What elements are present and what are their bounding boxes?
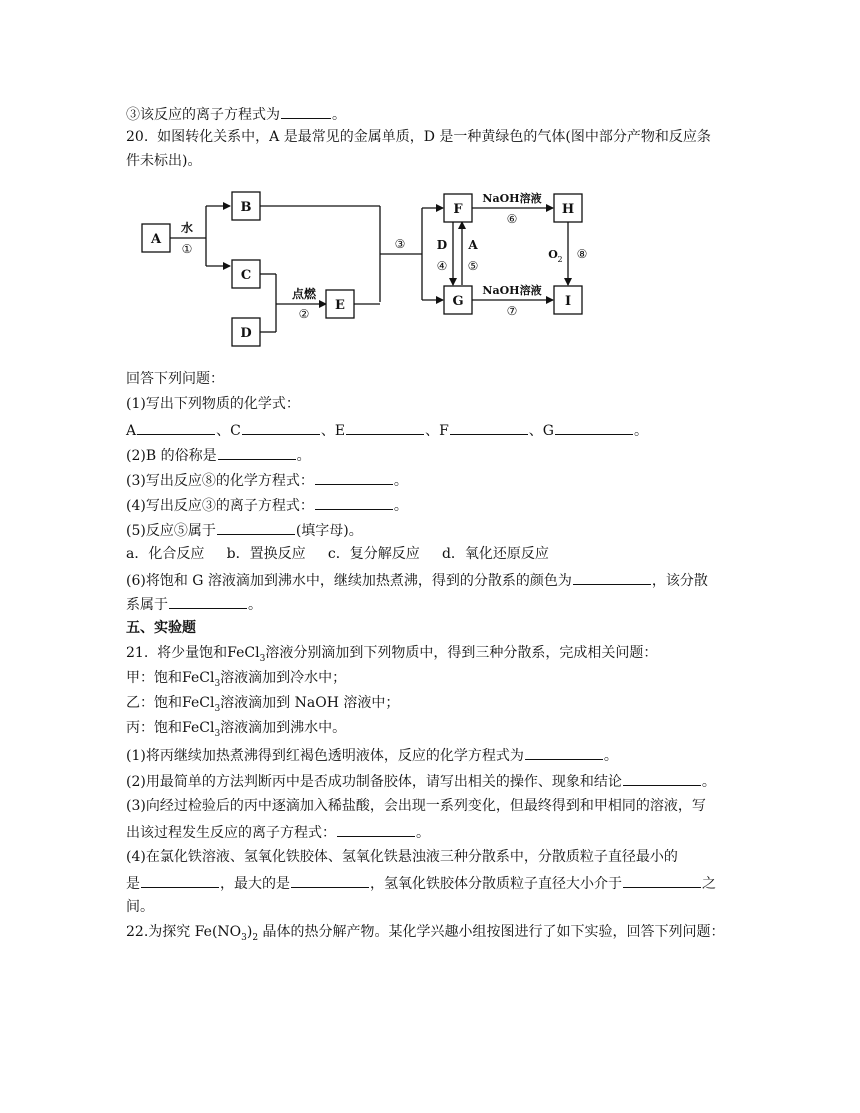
label-E: 、E (320, 423, 346, 439)
answer-intro (126, 370, 224, 388)
q19-tail-line (126, 104, 346, 124)
period: 。 (248, 597, 262, 613)
question-number: 20. (126, 129, 149, 145)
label-ignite: 点燃 (291, 287, 317, 301)
q21-part1-text: (1)将丙继续加热煮沸得到红褐色透明液体，反应的化学方程式为 (126, 748, 524, 764)
box-E: E (335, 298, 345, 313)
label-step1: ① (181, 242, 193, 256)
period: 。 (393, 498, 408, 514)
q20-line1 (126, 128, 711, 146)
q21-bing (126, 719, 346, 743)
q20-part2 (126, 445, 311, 465)
fecl3-sub: 3 (259, 653, 266, 664)
q20-part3 (126, 470, 408, 490)
q21-part1 (126, 745, 618, 765)
q22-c: 晶体的热分解产物。某化学兴趣小组按图进行了如下实验，回答下列问题： (258, 924, 725, 940)
fecl3-sub: 3 (214, 728, 221, 739)
bing-a: 丙：饱和 (126, 720, 182, 736)
blank-G[interactable] (555, 420, 633, 435)
q21-intro (126, 644, 657, 668)
q22-sub2: 2 (252, 932, 259, 943)
answer-blank[interactable] (315, 470, 393, 485)
q20-part1-blanks (126, 420, 648, 440)
label-F: 、F (425, 423, 449, 439)
box-D: D (240, 326, 252, 341)
label-fg-D: D (436, 238, 448, 252)
reaction-flow-diagram (140, 186, 600, 358)
question-number: 22. (126, 924, 149, 940)
blank-E[interactable] (346, 420, 424, 435)
q22-a: 为探究 Fe(NO (148, 924, 242, 940)
period: 。 (332, 107, 346, 123)
section-heading (126, 619, 196, 637)
section-title: 五、实验题 (126, 620, 196, 636)
q20-part1-text: (1)写出下列物质的化学式： (126, 396, 300, 412)
fecl3: FeCl (182, 670, 215, 686)
q21-intro-a: 将少量饱和 (157, 645, 228, 661)
label-step2: ② (298, 307, 310, 321)
period: 。 (296, 448, 311, 464)
q22-line (126, 923, 725, 947)
answer-blank[interactable] (169, 594, 247, 609)
yi-a: 乙：饱和 (126, 695, 182, 711)
answer-blank[interactable] (281, 104, 331, 119)
q20-stem-1: 如图转化关系中，A 是最常见的金属单质，D 是一种黄绿色的气体(图中部分产物和反应条 (157, 129, 711, 145)
box-B: B (240, 200, 252, 215)
yi-b: 溶液滴加到 NaOH 溶液中； (220, 695, 400, 711)
q20-part5-text: (5)反应⑤属于 (126, 523, 216, 539)
q20-part6-cont: ，该分散 (651, 573, 708, 589)
q20-part4 (126, 495, 408, 515)
label-naoh-top: NaOH溶液 (482, 192, 542, 205)
q20-part4-text: (4)写出反应③的离子方程式： (126, 498, 314, 514)
q21-part2 (126, 771, 716, 791)
answer-blank[interactable] (573, 570, 651, 585)
q22-b: ) (246, 924, 253, 940)
label-step5: ⑤ (467, 259, 479, 273)
label-step7: ⑦ (506, 304, 518, 318)
answer-blank[interactable] (218, 445, 296, 460)
label-fg-A: A (468, 238, 478, 252)
option-c: c．复分解反应 (327, 546, 420, 562)
blank-C[interactable] (242, 420, 320, 435)
blank-F[interactable] (450, 420, 528, 435)
answer-blank[interactable] (291, 873, 369, 888)
fecl3-sub: 3 (214, 678, 221, 689)
period: 。 (633, 423, 648, 439)
label-G: 、G (528, 423, 554, 439)
answer-intro-text: 回答下列问题： (126, 371, 224, 387)
q21-part4-c: ，氢氧化铁胶体分散质粒子直径大小介于 (370, 876, 622, 892)
question-number: 21. (126, 645, 149, 661)
label-step3: ③ (394, 237, 406, 251)
label-step6: ⑥ (506, 212, 518, 226)
q21-part4-l3 (126, 898, 154, 916)
q21-yi (126, 694, 399, 718)
q20-part2-text: (2)B 的俗称是 (126, 448, 217, 464)
q21-part4-l2 (126, 873, 716, 893)
q20-part1 (126, 395, 300, 413)
label-o2-sub: 2 (557, 255, 563, 264)
jia-a: 甲：饱和 (126, 670, 182, 686)
q19-circle-num: ③ (126, 107, 140, 123)
q22-sub: 3 (241, 932, 247, 943)
q21-part4-l1 (126, 848, 678, 866)
answer-blank[interactable] (623, 771, 701, 786)
q21-part2-text: (2)用最简单的方法判断丙中是否成功制备胶体，请写出相关的操作、现象和结论 (126, 774, 622, 790)
answer-blank[interactable] (337, 822, 415, 837)
box-G: G (452, 294, 464, 309)
q20-part6-l1 (126, 570, 708, 590)
q21-intro-b: 溶液分别滴加到下列物质中，得到三种分散系，完成相关问题： (265, 645, 658, 661)
box-C: C (240, 268, 252, 283)
label-step4: ④ (436, 259, 448, 273)
q19-tail-text: 该反应的离子方程式为 (140, 107, 280, 123)
q21-part3-text2: 出该过程发生反应的离子方程式： (126, 825, 336, 841)
answer-blank[interactable] (217, 520, 295, 535)
label-o2: O (548, 248, 558, 261)
option-b: b．置换反应 (226, 546, 306, 562)
q20-part5 (126, 520, 363, 540)
answer-blank[interactable] (315, 495, 393, 510)
q20-line2 (126, 152, 201, 170)
q21-part4-d: 之 (702, 876, 716, 892)
box-F: F (453, 202, 463, 217)
q21-part3-l2 (126, 822, 430, 842)
q20-options (126, 545, 549, 563)
fecl3: FeCl (182, 720, 215, 736)
q21-part4-a: 是 (126, 876, 140, 892)
q20-part6-l2 (126, 594, 262, 614)
bing-b: 溶液滴加到沸水中。 (220, 720, 347, 736)
q21-part4-text: (4)在氯化铁溶液、氢氧化铁胶体、氢氧化铁悬浊液三种分散系中，分散质粒子直径最小的 (126, 849, 678, 865)
q20-part6-text2: 系属于 (126, 597, 168, 613)
q20-part6-text: (6)将饱和 G 溶液滴加到沸水中，继续加热煮沸，得到的分散系的颜色为 (126, 573, 572, 589)
label-C: 、C (216, 423, 241, 439)
q21-part3-l1 (126, 797, 706, 815)
answer-blank[interactable] (623, 873, 701, 888)
label-A: A (126, 423, 137, 439)
blank-A[interactable] (137, 420, 215, 435)
period: 。 (416, 825, 430, 841)
label-naoh-bottom: NaOH溶液 (482, 284, 542, 297)
q20-stem-2: 件未标出)。 (126, 153, 202, 169)
q21-part4-b: ，最大的是 (220, 876, 290, 892)
answer-blank[interactable] (525, 745, 603, 760)
q20-part3-text: (3)写出反应⑧的化学方程式： (126, 473, 314, 489)
fecl3: FeCl (227, 645, 260, 661)
q21-part3-text: (3)向经过检验后的丙中逐滴加入稀盐酸，会出现一系列变化，但最终得到和甲相同的溶液，写 (126, 798, 706, 814)
q21-part4-e: 间。 (126, 899, 154, 915)
q20-part5-hint: (填字母)。 (295, 523, 363, 539)
period: 。 (603, 748, 618, 764)
option-a: a．化合反应 (126, 546, 205, 562)
box-A: A (150, 232, 162, 247)
fecl3: FeCl (182, 695, 215, 711)
box-H: H (561, 202, 575, 217)
jia-b: 溶液滴加到冷水中； (220, 670, 347, 686)
fecl3-sub: 3 (214, 703, 221, 714)
period: 。 (701, 774, 716, 790)
answer-blank[interactable] (141, 873, 219, 888)
box-I: I (564, 294, 572, 309)
q21-jia (126, 669, 346, 693)
label-step8: ⑧ (576, 247, 588, 261)
option-d: d．氧化还原反应 (441, 546, 549, 562)
label-water: 水 (180, 221, 194, 235)
period: 。 (393, 473, 408, 489)
